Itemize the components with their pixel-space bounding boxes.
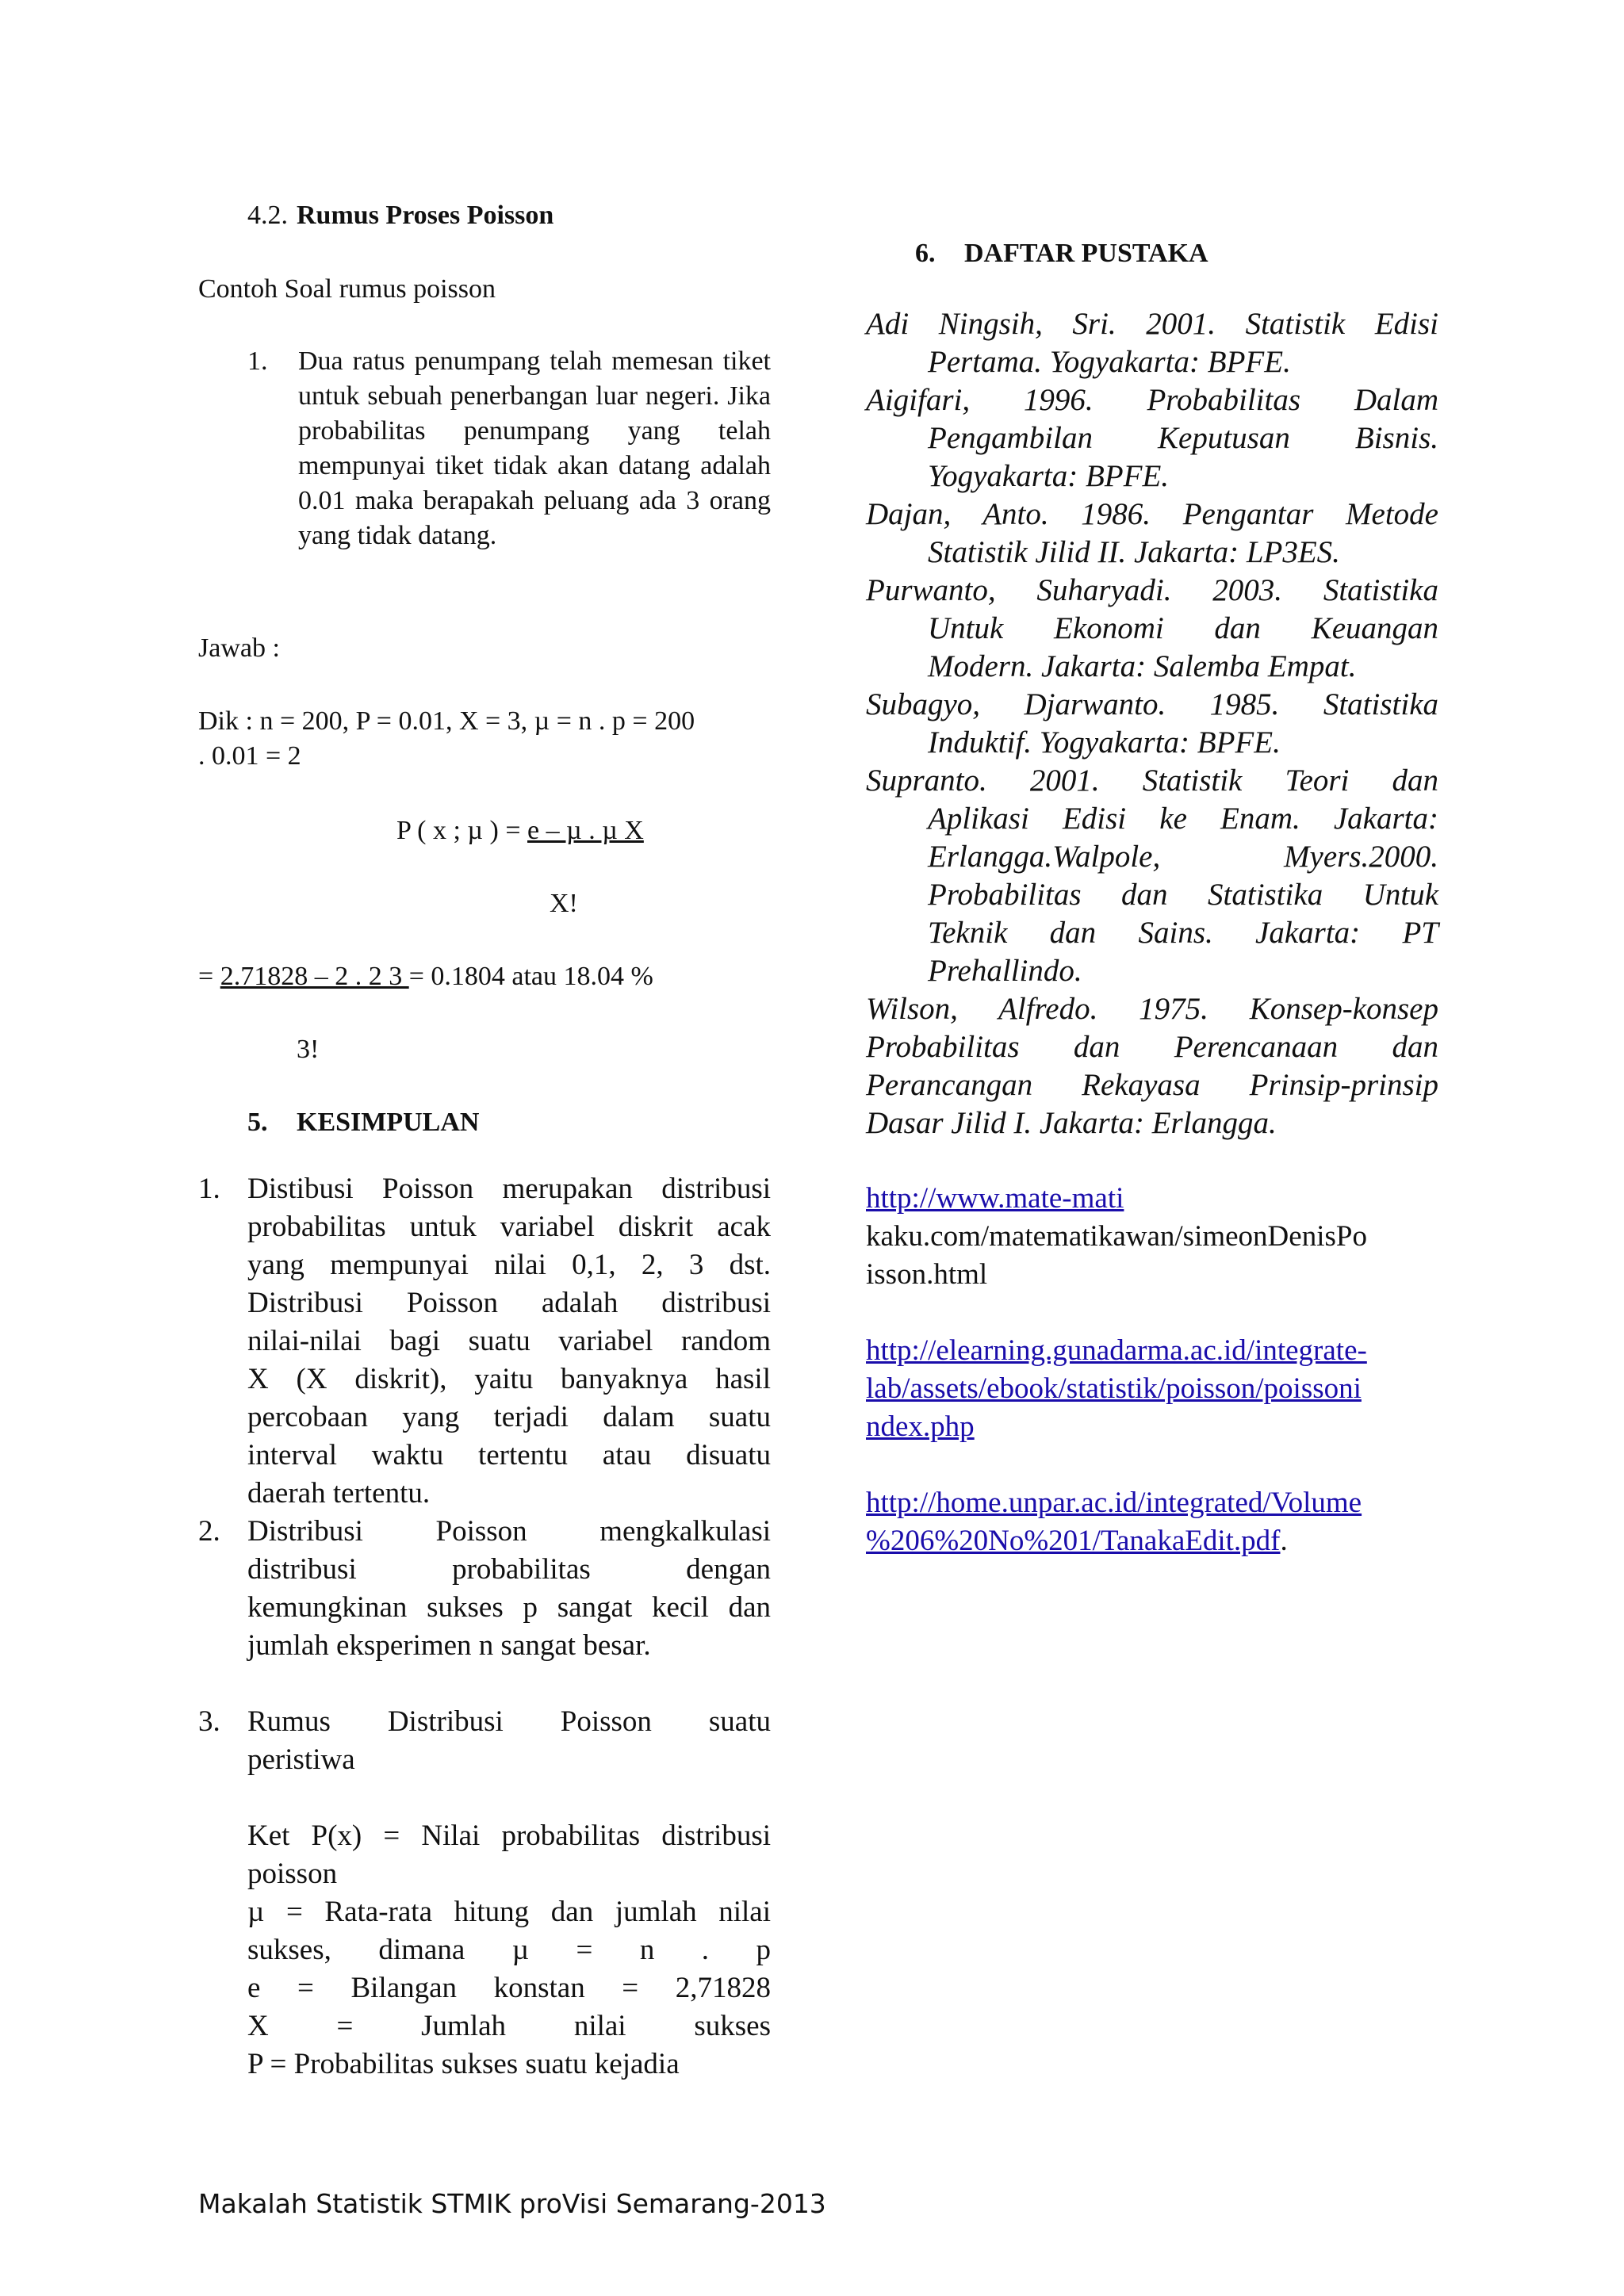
text-line: isson.html xyxy=(866,1258,988,1291)
link-gunadarma[interactable]: lab/assets/ebook/statistik/poisson/poissoni xyxy=(866,1372,1362,1405)
calculation xyxy=(198,959,653,994)
known-line-2: . 0.01 = 2 xyxy=(198,741,301,771)
conclusion-item xyxy=(198,1513,771,1703)
conclusion-text xyxy=(247,1513,771,1665)
link-unpar[interactable]: http://home.unpar.ac.id/integrated/Volume xyxy=(866,1487,1362,1519)
problem-text: Dua ratus penumpang telah memesan tiket untuk sebuah penerbangan luar negeri. Jika probabilitas penumpang yang telah mempunyai tiket tidak akan datang adalah 0.01 maka berapakah peluang ada 3 orang yang tidak datang. xyxy=(298,346,771,550)
formula-numerator: e – µ . µ X xyxy=(527,816,644,845)
text-line: daerah tertentu. xyxy=(247,1477,431,1510)
reference-entry xyxy=(866,572,1438,686)
section-number: 6. xyxy=(915,239,936,268)
text-line: Modern. Jakarta: Salemba Empat. xyxy=(928,649,1357,683)
text-line: Distribusi Poisson mengkalkulasi xyxy=(247,1515,771,1548)
ket-definitions xyxy=(247,1817,771,2084)
text-line: peristiwa xyxy=(247,1743,355,1776)
section-heading-6 xyxy=(915,236,1208,271)
conclusion-number: 2. xyxy=(198,1515,220,1548)
text-line: interval waktu tertentu atau disuatu xyxy=(247,1439,771,1471)
text-line: distribusi probabilitas dengan xyxy=(247,1553,771,1586)
text-line: X (X diskrit), yaitu banyaknya hasil xyxy=(247,1363,771,1395)
text-line: Untuk Ekonomi dan Keuangan xyxy=(928,611,1438,645)
link-gunadarma[interactable]: ndex.php xyxy=(866,1410,975,1443)
text-line: Aigifari, 1996. Probabilitas Dalam xyxy=(866,383,1438,417)
calc-prefix: = xyxy=(198,962,220,991)
text-line: Probabilitas dan Perencanaan dan xyxy=(866,1030,1438,1064)
reference-entry xyxy=(866,686,1438,762)
problem-number: 1. xyxy=(247,346,268,376)
text-line: Ket P(x) = Nilai probabilitas distribusi xyxy=(247,1820,771,1852)
formula-denominator: X! xyxy=(550,889,578,918)
known-values xyxy=(198,704,771,774)
reference-entry xyxy=(866,762,1438,990)
text-line: Pertama. Yogyakarta: BPFE. xyxy=(928,345,1291,379)
example-title: Contoh Soal rumus poisson xyxy=(198,274,496,304)
calc-result: = 0.1804 atau 18.04 % xyxy=(408,962,653,991)
text-line: sukses, dimana µ = n . p xyxy=(247,1934,771,1966)
text-line: Teknik dan Sains. Jakarta: PT xyxy=(928,916,1438,950)
text-line: Distribusi Poisson adalah distribusi xyxy=(247,1287,771,1319)
reference-entry xyxy=(866,381,1438,496)
reference-entry xyxy=(866,305,1438,381)
formula-prefix: P ( x ; µ ) = xyxy=(396,816,528,845)
text-line: Dajan, Anto. 1986. Pengantar Metode xyxy=(866,497,1438,531)
link-unpar[interactable]: %206%20No%201/TanakaEdit.pdf xyxy=(866,1525,1281,1557)
conclusion-list xyxy=(198,1170,771,2084)
text-line: Supranto. 2001. Statistik Teori dan xyxy=(866,763,1438,798)
text-line: Distibusi Poisson merupakan distribusi xyxy=(247,1173,771,1205)
text-line: Rumus Distribusi Poisson suatu xyxy=(247,1705,771,1738)
poisson-formula xyxy=(396,813,644,848)
conclusion-item xyxy=(198,1170,771,1513)
section-heading-4-2 xyxy=(247,198,553,233)
text-line: percobaan yang terjadi dalam suatu xyxy=(247,1401,771,1433)
page-footer: Makalah Statistik STMIK proVisi Semarang-2013 xyxy=(198,2188,826,2219)
section-heading-5 xyxy=(247,1105,479,1140)
text-line: Subagyo, Djarwanto. 1985. Statistika xyxy=(866,687,1438,721)
text-line: Statistik Jilid II. Jakarta: LP3ES. xyxy=(928,535,1340,569)
text-line: jumlah eksperimen n sangat besar. xyxy=(247,1629,651,1662)
text-line: Wilson, Alfredo. 1975. Konsep-konsep xyxy=(866,992,1438,1026)
section-title: Rumus Proses Poisson xyxy=(297,201,554,230)
conclusion-text xyxy=(247,1703,771,1779)
text-line: Erlangga.Walpole, Myers.2000. xyxy=(928,840,1438,874)
text-line: Dasar Jilid I. Jakarta: Erlangga. xyxy=(866,1106,1277,1140)
text-line: Prehallindo. xyxy=(928,954,1082,988)
text-line: P = Probabilitas sukses suatu kejadia xyxy=(247,2048,680,2080)
reference-entry xyxy=(866,496,1438,572)
period: . xyxy=(1280,1525,1288,1557)
section-title: DAFTAR PUSTAKA xyxy=(964,239,1208,268)
text-line: e = Bilangan konstan = 2,71828 xyxy=(247,1972,771,2004)
problem-item xyxy=(247,344,771,553)
section-title: KESIMPULAN xyxy=(297,1108,480,1137)
known-line-1: Dik : n = 200, P = 0.01, X = 3, µ = n . p = 200 xyxy=(198,706,695,736)
text-line: yang mempunyai nilai 0,1, 2, 3 dst. xyxy=(247,1249,771,1281)
link-mate-mati[interactable]: http://www.mate-mati xyxy=(866,1182,1124,1215)
text-line: nilai-nilai bagi suatu variabel random xyxy=(247,1325,771,1357)
text-line: probabilitas untuk variabel diskrit acak xyxy=(247,1211,771,1243)
conclusion-number: 3. xyxy=(198,1705,220,1738)
section-number: 5. xyxy=(247,1108,268,1137)
text-line: X = Jumlah nilai sukses xyxy=(247,2010,771,2042)
conclusion-number: 1. xyxy=(198,1173,220,1205)
web-reference-2[interactable] xyxy=(866,1332,1438,1446)
text-line: Purwanto, Suharyadi. 2003. Statistika xyxy=(866,573,1438,607)
text-line: kaku.com/matematikawan/simeonDenisPo xyxy=(866,1220,1367,1253)
conclusion-text xyxy=(247,1170,771,1513)
text-line: poisson xyxy=(247,1858,338,1890)
text-line: Induktif. Yogyakarta: BPFE. xyxy=(928,725,1281,760)
text-line: µ = Rata-rata hitung dan jumlah nilai xyxy=(247,1896,771,1928)
text-line: kemungkinan sukses p sangat kecil dan xyxy=(247,1591,771,1624)
calc-denominator: 3! xyxy=(297,1035,320,1064)
text-line: Yogyakarta: BPFE. xyxy=(928,459,1170,493)
web-reference-3[interactable] xyxy=(866,1484,1438,1560)
text-line: Adi Ningsih, Sri. 2001. Statistik Edisi xyxy=(866,307,1438,341)
text-line: Pengambilan Keputusan Bisnis. xyxy=(928,421,1438,455)
reference-entry xyxy=(866,990,1438,1142)
answer-label: Jawab : xyxy=(198,633,280,663)
link-gunadarma[interactable]: http://elearning.gunadarma.ac.id/integrate- xyxy=(866,1334,1367,1367)
section-number: 4.2. xyxy=(247,201,288,230)
text-line: Aplikasi Edisi ke Enam. Jakarta: xyxy=(928,802,1438,836)
text-line: Probabilitas dan Statistika Untuk xyxy=(928,878,1438,912)
conclusion-item xyxy=(198,1703,771,1817)
reference-list xyxy=(866,305,1438,1142)
calc-numerator: 2.71828 – 2 . 2 3 xyxy=(220,962,409,991)
web-reference-1 xyxy=(866,1180,1438,1294)
text-line: Perancangan Rekayasa Prinsip-prinsip xyxy=(866,1068,1438,1102)
